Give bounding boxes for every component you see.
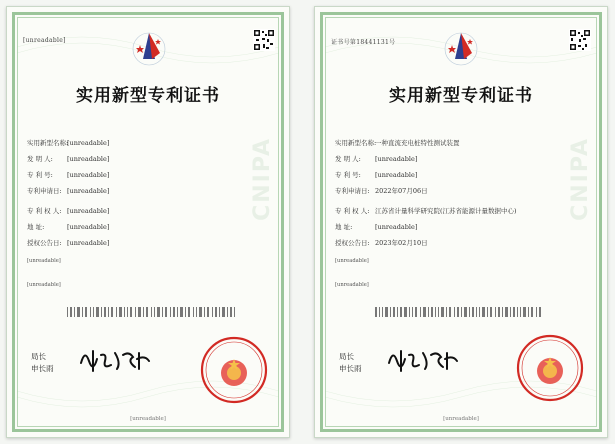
field-label: 专 利 号: [27,171,53,179]
certificate-number: [unreadable] [23,37,66,44]
statement-paragraph: [unreadable] [335,258,369,264]
field-utility-name [335,138,460,147]
field-address [27,222,109,231]
qr-code [253,29,275,51]
signer-title: 局长 [339,352,354,361]
field-inventors [335,154,417,163]
field-label: 实用新型名称: [335,139,377,147]
field-label: 发 明 人: [27,155,53,163]
signer-name: 申长雨 [339,364,362,373]
barcode [67,307,237,317]
field-label: 地 址: [335,223,353,231]
field-value: 江苏省计量科学研究院(江苏省能源计量数据中心) [375,207,517,215]
field-value: [unreadable] [67,139,110,147]
statement-paragraph: [unreadable] [27,282,61,288]
certificate-number: 证书号第18441131号 [331,39,396,46]
field-label: 专 利 权 人: [335,207,370,215]
field-grant-date [27,238,109,247]
field-label: 发 明 人: [335,155,361,163]
field-inventors [27,154,109,163]
field-value: [unreadable] [67,239,110,247]
field-application-date [335,186,428,195]
field-patent-number [335,170,417,179]
official-seal [199,335,269,405]
field-utility-name [27,138,109,147]
field-label: 专 利 权 人: [27,207,62,215]
official-seal [515,333,585,403]
signature [77,345,157,375]
field-patentee [335,206,517,215]
field-value: 一种直流充电桩特性测试装置 [375,139,460,147]
field-patentee [27,206,109,215]
field-value: [unreadable] [375,155,418,163]
field-value: 2023年02月10日 [375,239,428,247]
signature [385,345,465,375]
field-grant-date [335,238,428,247]
field-value: [unreadable] [67,207,110,215]
field-value: [unreadable] [375,171,418,179]
watermark: CNIPA [568,137,593,221]
cnipa-emblem-icon [127,29,171,69]
field-value: [unreadable] [67,171,110,179]
page-indicator: [unreadable] [443,416,479,422]
field-value: [unreadable] [67,223,110,231]
certificate-title: 实用新型专利证书 [76,86,220,106]
certificate-right [314,6,608,438]
barcode [375,307,545,317]
field-value: [unreadable] [67,155,110,163]
field-label: 地 址: [27,223,45,231]
field-value: [unreadable] [67,187,110,195]
statement-paragraph: [unreadable] [27,258,61,264]
signer-name: 申长雨 [31,364,54,373]
field-address [335,222,417,231]
statement-paragraph: [unreadable] [335,282,369,288]
cnipa-emblem-icon [439,29,483,69]
page-indicator: [unreadable] [130,416,166,422]
field-patent-number [27,170,109,179]
field-label: 专利申请日: [335,187,370,195]
field-label: 专利申请日: [27,187,62,195]
field-value: [unreadable] [375,223,418,231]
field-application-date [27,186,109,195]
field-label: 授权公告日: [335,239,370,247]
field-label: 实用新型名称: [27,139,69,147]
watermark: CNIPA [250,137,275,221]
certificate-left [6,6,290,438]
field-label: 专 利 号: [335,171,361,179]
qr-code [569,29,591,51]
field-value: 2022年07月06日 [375,187,428,195]
field-label: 授权公告日: [27,239,62,247]
certificate-title: 实用新型专利证书 [389,86,533,106]
signer-title: 局长 [31,352,46,361]
